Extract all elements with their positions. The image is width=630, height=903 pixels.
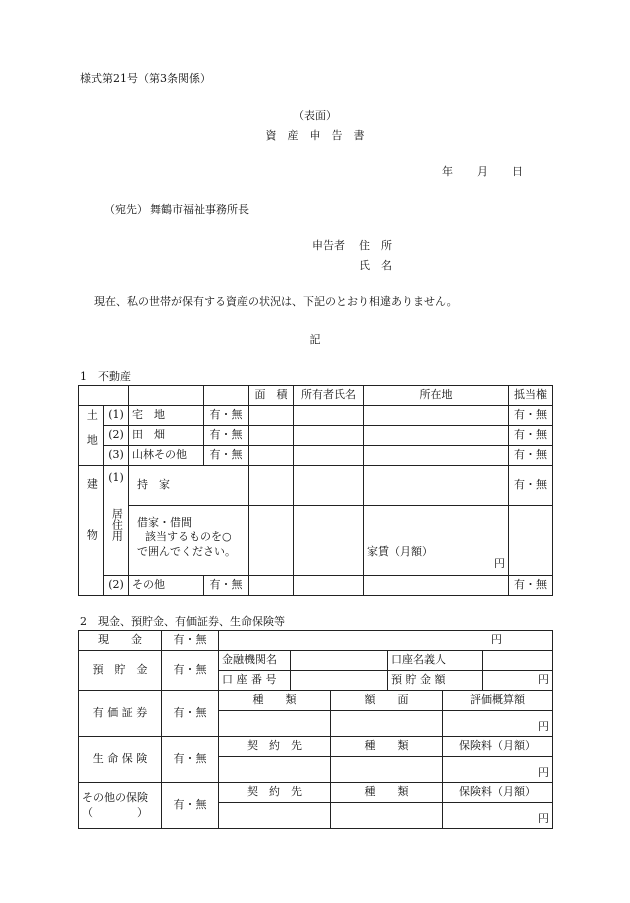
other-insurance-has[interactable]: 有・無 [162, 783, 219, 829]
land-area-1[interactable] [249, 406, 294, 426]
land-no-2: (2) [104, 426, 129, 446]
land-area-2[interactable] [249, 426, 294, 446]
addressee-prefix: （宛先） [104, 203, 148, 216]
residence-label-text: 居住用 [110, 507, 124, 541]
life-premium-value[interactable]: 円 [443, 757, 553, 783]
land-has-1[interactable]: 有・無 [204, 406, 249, 426]
building-other-mortgage[interactable]: 有・無 [509, 576, 553, 596]
blank-header [79, 386, 129, 406]
cash-amount[interactable]: 円 [219, 631, 553, 651]
declarant-label: 申告者 [312, 239, 345, 252]
own-location[interactable] [364, 466, 509, 506]
savings-has[interactable]: 有・無 [162, 651, 219, 691]
declarant-name: 氏 名 [359, 259, 392, 272]
securities-has[interactable]: 有・無 [162, 691, 219, 737]
rent-amount-cell[interactable] [364, 506, 509, 576]
life-kind-value[interactable] [331, 757, 443, 783]
land-owner-1[interactable] [294, 406, 364, 426]
building-no-1: (1) [104, 466, 129, 506]
own-owner[interactable] [294, 466, 364, 506]
land-label [79, 406, 104, 466]
land-mortgage-1[interactable]: 有・無 [509, 406, 553, 426]
building-label [79, 466, 104, 596]
land-label-1: 宅 地 [129, 406, 204, 426]
life-premium-header: 保険料（月額） [443, 737, 553, 757]
life-insurer-header: 契 約 先 [219, 737, 331, 757]
savings-amount-label: 預 貯 金 額 [388, 671, 483, 691]
rent-amount-label: 家賃（月額） [367, 544, 433, 558]
date-day: 日 [512, 165, 523, 178]
building-other-owner[interactable] [294, 576, 364, 596]
securities-eval-header: 評価概算額 [443, 691, 553, 711]
rent-amount-yen: 円 [494, 557, 505, 571]
real-estate-table [78, 385, 553, 596]
other-insurance-label: その他の保険 [82, 791, 148, 805]
cash-has[interactable]: 有・無 [162, 631, 219, 651]
rent-area[interactable] [249, 506, 294, 576]
building-other-label: その他 [129, 576, 204, 596]
building-no-2: (2) [104, 576, 129, 596]
rent-note-1: 該当するものを○ [145, 530, 232, 544]
blank-header-2 [129, 386, 204, 406]
declarant-address: 住 所 [359, 239, 392, 252]
document-title: 資 産 申 告 書 [265, 129, 365, 142]
securities-face-value[interactable] [331, 711, 443, 737]
land-area-3[interactable] [249, 446, 294, 466]
header-area: 面 積 [249, 386, 294, 406]
header-mortgage: 抵当権 [509, 386, 553, 406]
land-no-1: (1) [104, 406, 129, 426]
residence-label [104, 506, 129, 576]
other-kind-header: 種 類 [331, 783, 443, 803]
savings-account-value[interactable] [291, 671, 388, 691]
land-location-2[interactable] [364, 426, 509, 446]
land-has-2[interactable]: 有・無 [204, 426, 249, 446]
statement: 現在、私の世帯が保有する資産の状況は、下記のとおり相違ありません。 [94, 295, 458, 308]
life-label: 生 命 保 険 [79, 737, 162, 783]
savings-amount-value[interactable]: 円 [483, 671, 553, 691]
rent-label: 借家・借間 [137, 516, 192, 529]
rent-cell [129, 506, 249, 576]
securities-label: 有 価 証 券 [79, 691, 162, 737]
section1-heading: 1 不動産 [80, 370, 131, 383]
date-year: 年 [442, 165, 453, 178]
land-location-1[interactable] [364, 406, 509, 426]
land-label-2: 田 畑 [129, 426, 204, 446]
land-mortgage-3[interactable]: 有・無 [509, 446, 553, 466]
addressee-name: 舞鶴市福祉事務所長 [150, 203, 249, 216]
header-owner: 所有者氏名 [294, 386, 364, 406]
land-mortgage-2[interactable]: 有・無 [509, 426, 553, 446]
section2-heading: 2 現金、預貯金、有価証券、生命保険等 [80, 615, 285, 628]
blank-header-3 [204, 386, 249, 406]
form-number: 様式第21号（第3条関係） [80, 72, 211, 85]
other-kind-value[interactable] [331, 803, 443, 829]
savings-institution-value[interactable] [291, 651, 388, 671]
savings-account-label: 口 座 番 号 [219, 671, 291, 691]
securities-kind-header: 種 類 [219, 691, 331, 711]
land-owner-3[interactable] [294, 446, 364, 466]
date-month: 月 [477, 165, 488, 178]
own-area[interactable] [249, 466, 294, 506]
own-house-label: 持 家 [129, 466, 249, 506]
rent-owner[interactable] [294, 506, 364, 576]
header-location: 所在地 [364, 386, 509, 406]
life-insurer-value[interactable] [219, 757, 331, 783]
building-other-location[interactable] [364, 576, 509, 596]
savings-holder-value[interactable] [483, 651, 553, 671]
life-kind-header: 種 類 [331, 737, 443, 757]
other-insurer-header: 契 約 先 [219, 783, 331, 803]
own-mortgage[interactable]: 有・無 [509, 466, 553, 506]
building-label-text: 建物 [85, 477, 99, 580]
other-premium-header: 保険料（月額） [443, 783, 553, 803]
building-other-area[interactable] [249, 576, 294, 596]
securities-face-header: 額 面 [331, 691, 443, 711]
building-other-has[interactable]: 有・無 [204, 576, 249, 596]
side-label: （表面） [293, 109, 337, 122]
land-has-3[interactable]: 有・無 [204, 446, 249, 466]
land-location-3[interactable] [364, 446, 509, 466]
savings-holder-label: 口座名義人 [388, 651, 483, 671]
cash-label: 現 金 [79, 631, 162, 651]
securities-eval-value[interactable]: 円 [443, 711, 553, 737]
land-owner-2[interactable] [294, 426, 364, 446]
savings-label: 預 貯 金 [79, 651, 162, 691]
land-no-3: (3) [104, 446, 129, 466]
savings-institution-label: 金融機関名 [219, 651, 291, 671]
rent-note-2: で囲んでください。 [137, 544, 236, 558]
other-premium-value[interactable]: 円 [443, 803, 553, 829]
securities-kind-value[interactable] [219, 711, 331, 737]
rent-mortgage[interactable] [509, 506, 553, 576]
life-has[interactable]: 有・無 [162, 737, 219, 783]
other-insurer-value[interactable] [219, 803, 331, 829]
land-label-text: 土地 [85, 408, 99, 459]
other-insurance-label-cell [79, 783, 162, 829]
other-insurance-paren: （ ） [82, 805, 148, 819]
financial-table [78, 630, 553, 829]
ki-mark: 記 [309, 333, 321, 346]
land-label-3: 山林その他 [129, 446, 204, 466]
